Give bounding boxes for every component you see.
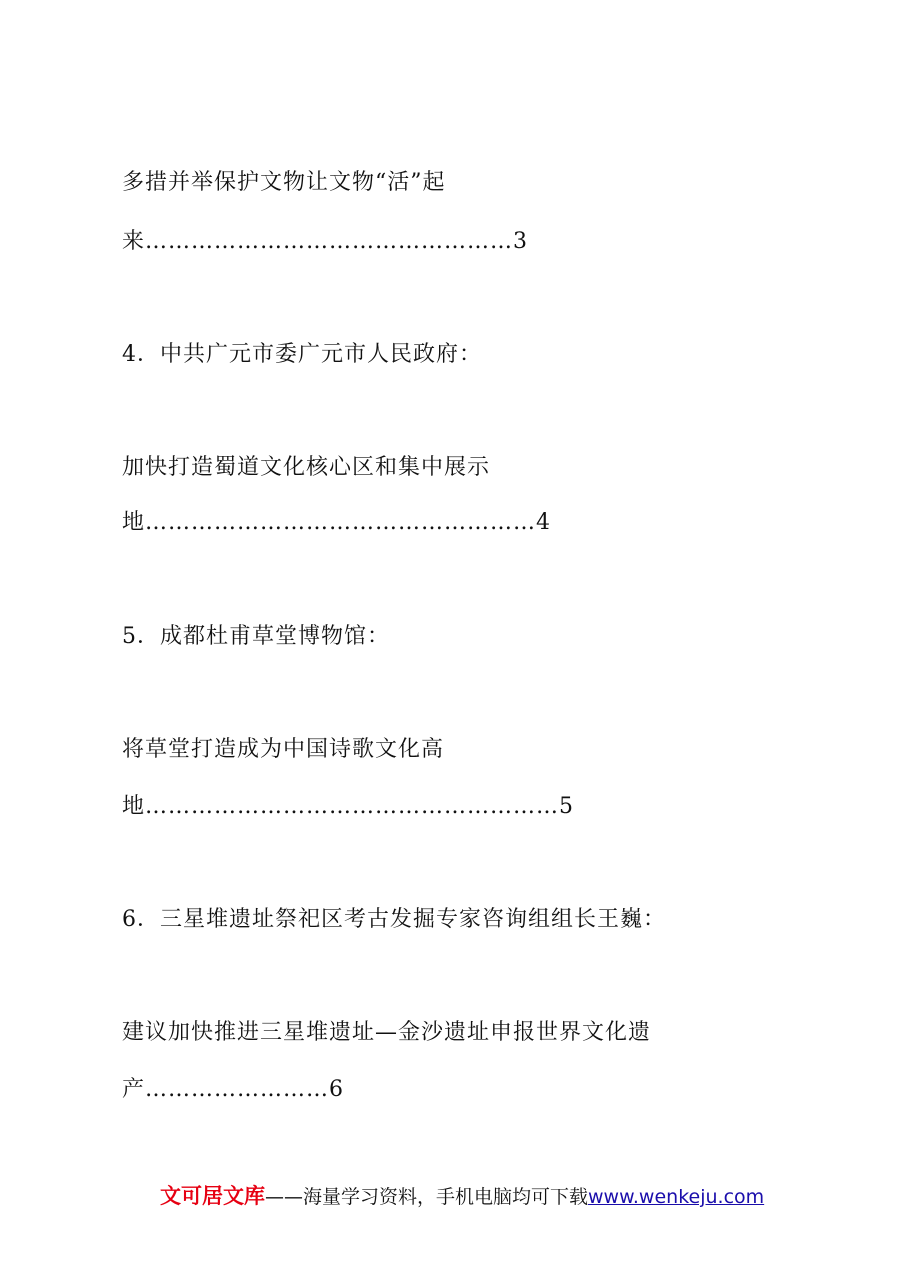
toc-item-4-title-line-1: 加快打造蜀道文化核心区和集中展示 xyxy=(122,455,491,480)
page-footer xyxy=(160,1181,764,1212)
toc-item-6-title-line-1: 建议加快推进三星堆遗址—金沙遗址申报世界文化遗 xyxy=(122,1020,652,1045)
toc-item-5-title-line-1: 将草堂打造成为中国诗歌文化高 xyxy=(122,737,445,762)
footer-tagline: ——海量学习资料，手机电脑均可下载 xyxy=(265,1186,589,1208)
toc-item-5-title-line-2: 地………………………………………………5 xyxy=(122,794,574,819)
toc-item-4-heading: 4．中共广元市委广元市人民政府： xyxy=(122,342,482,367)
toc-item-4-title-line-2: 地……………………………………………4 xyxy=(122,510,551,535)
toc-item-3-title-line-2: 来…………………………………………3 xyxy=(122,229,528,254)
toc-item-6-title-line-2: 产……………………6 xyxy=(122,1077,344,1102)
toc-item-6-heading: 6．三星堆遗址祭祀区考古发掘专家咨询组组长王巍： xyxy=(122,907,666,932)
footer-brand: 文可居文库 xyxy=(160,1184,265,1208)
footer-website-link[interactable]: www.wenkeju.com xyxy=(588,1186,765,1208)
toc-item-5-heading: 5．成都杜甫草堂博物馆： xyxy=(122,624,390,649)
toc-item-3-title-line-1: 多措并举保护文物让文物“活”起 xyxy=(122,170,446,195)
